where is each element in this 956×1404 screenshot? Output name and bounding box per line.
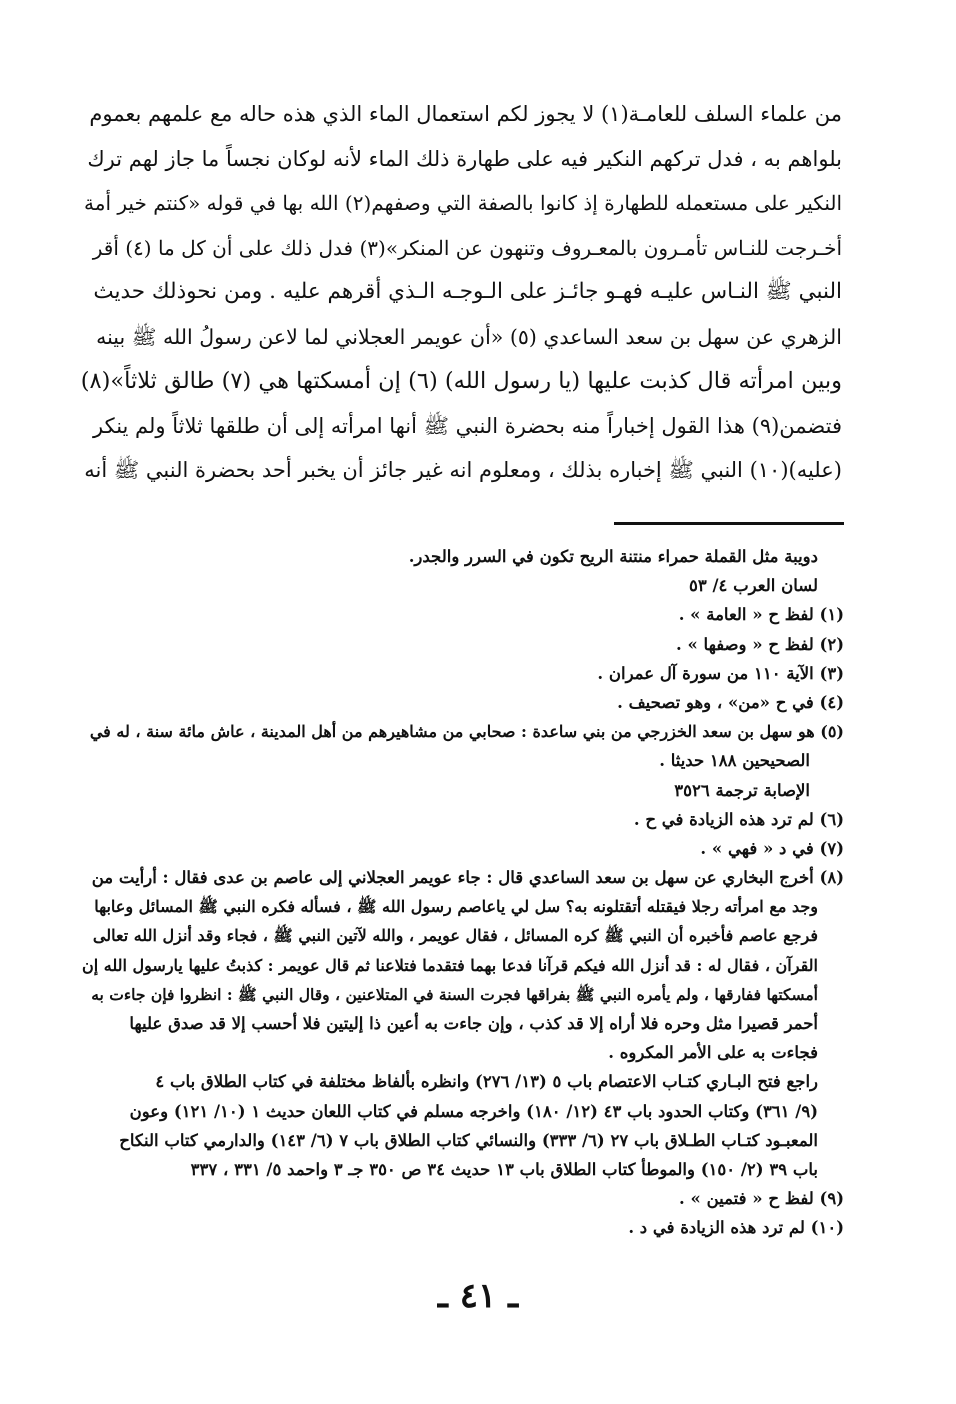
footnote-line: فرجع عاصم فأخبره أن النبي ﷺ كره المسائل ، فقال عويمر ، والله لآتين النبي ﷺ ، فجاء وقد أنزل الله تعالى	[92, 926, 818, 946]
main-text-line: (عليه)(١٠) النبي ﷺ إخباره بذلك ، ومعلوم انه غير جائز أن يخبر أحد بحضرة النبي ﷺ أنه	[84, 458, 842, 482]
page-number: ـ ٤١ ـ	[437, 1276, 519, 1316]
footnote-line: (١) لفظ ح « العامة » .	[678, 605, 844, 625]
footnote-line: (٧) في د « فهي » .	[700, 838, 844, 858]
main-text-line: بلواهم به ، فدل تركهم النكير فيه على طهارة ذلك الماء لأنه لوكان نجساً ما جاز لهم ترك	[87, 146, 842, 171]
footnote-line: (٩/ ٣٦١) وكتاب الحدود باب ٤٣ (١٢/ ١٨٠) واخرجه مسلم في كتاب اللعان حديث ١ (١٠/ ١٢١) وعون	[129, 1101, 818, 1121]
footnote-line: فجاءت به على الأمر المكروه .	[608, 1043, 818, 1063]
main-text-line: أخـرجت للنـاس تأمـرون بالمعـروف وتنهون عن المنكر»(٣) فدل ذلك على أن كل ما (٤) أقر	[92, 235, 842, 260]
footnote-line: (١٠) لم ترد هذه الزيادة في د .	[628, 1218, 844, 1238]
main-text-line: الزهري عن سهل بن سعد الساعدي (٥) «أن عويمر العجلاني لما لاعن رسولُ الله ﷺ بينه	[96, 324, 842, 349]
footnote-line: (٩) لفظ ح « فتمين » .	[679, 1189, 844, 1209]
footnote-line: القرآن ، فقال له : قد أنزل الله فيكم قرآنا فدعا بهما فتقدما فتلاعنا ثم قال عويمر : كذبتُ عليها يارسول الله إن	[81, 955, 818, 975]
footnote-divider	[614, 522, 844, 525]
footnote-line: أحمر قصيرا مثل وحره فلا أراه إلا قد كذب ، وإن جاءت به أعين ذا إليتين فلا أحسب إلا قد صدق عليها	[129, 1014, 818, 1033]
footnote-line: (٨) أخرج البخاري عن سهل بن سعد الساعدي قال : جاء عويمر العجلاني إلى عاصم بن عدى فقال : أرأيت من	[91, 868, 844, 888]
footnote-line: الصحيحين ١٨٨ حديثا .	[659, 751, 810, 771]
footnote-line: باب ٣٩ (٢/ ١٥٠) والموطأ كتاب الطلاق باب ١٣ حديث ٣٤ ص ٣٥٠ جـ ٣ واحمد ٥/ ٣٣١ ، ٣٣٧	[190, 1159, 818, 1179]
footnote-line: لسان العرب ٤/ ٥٣	[689, 576, 818, 596]
footnote-line: دويبة مثل القملة حمراء منتنة الريح تكون في السرر والجدر.	[408, 547, 818, 566]
footnote-line: (٥) هو سهل بن سعد الخزرجي من بني ساعدة : صحابي من مشاهيرهم من أهل المدينة ، عاش مائة سنة ، له في	[89, 722, 844, 742]
main-text-line: وبين امرأته قال كذبت عليها (يا رسول الله) (٦) إن أمسكتها هي (٧) طالق ثلاثاً»(٨)	[80, 368, 842, 394]
main-text-line: فتضمن(٩) هذا القول إخباراً منه بحضرة النبي ﷺ أنها امرأته إلى أن طلقها ثلاثاً ولم ينكر	[93, 413, 842, 438]
footnotes-block	[78, 542, 844, 1243]
footnote-line: (٤) في ح «من» ، وهو تصحيف .	[617, 692, 844, 712]
footnote-line: المعبـود كتـاب الطـلاق باب ٢٧ (٦/ ٣٣٣) والنسائي كتاب الطلاق باب ٧ (٦/ ١٤٣) والدارمي كتاب النكاح	[119, 1130, 818, 1150]
footnote-line: (٢) لفظ ح « وصفها » .	[676, 634, 844, 654]
main-text-block	[82, 92, 842, 493]
footnote-line: (٦) لم ترد هذه الزيادة في ح .	[633, 809, 844, 829]
footnote-line: الإصابة ترجمة ٣٥٢٦	[674, 780, 810, 800]
footnote-line: وجد مع امرأته رجلا فيقتله أتقتلونه به؟ سل لي ياعاصم رسول الله ﷺ ، فسأله فكره النبي ﷺ المسائل وعابها	[94, 897, 818, 917]
footnote-line: أمسكتها ففارقها ، ولم يأمره النبي ﷺ بفراقها فجرت السنة في المتلاعنين ، وقال النبي ﷺ : انظروا فإن جاءت به	[91, 984, 818, 1004]
main-text-line: من علماء السلف للعامـة(١) لا يجوز لكم استعمال الماء الذي هذه حاله مع علمهم بعموم	[89, 102, 842, 126]
footnote-line: راجع فتح البـاري كتـاب الاعتصام باب ٥ (١٣/ ٢٧٦) وانظره بألفاظ مختلفة في كتاب الطلاق باب ٤	[155, 1072, 818, 1092]
main-text-line: النبي ﷺ النـاس عليـه فهـو جائـز على الـوجـه الـذي أقرهم عليه . ومن نحوذلك حديث	[93, 279, 842, 304]
main-text-line: النكير على مستعمله للطهارة إذ كانوا بالصفة التي وصفهم(٢) الله بها في قوله «كنتم خير أمة	[84, 191, 842, 215]
footnote-line: (٣) الآية ١١٠ من سورة آل عمران .	[597, 663, 844, 683]
